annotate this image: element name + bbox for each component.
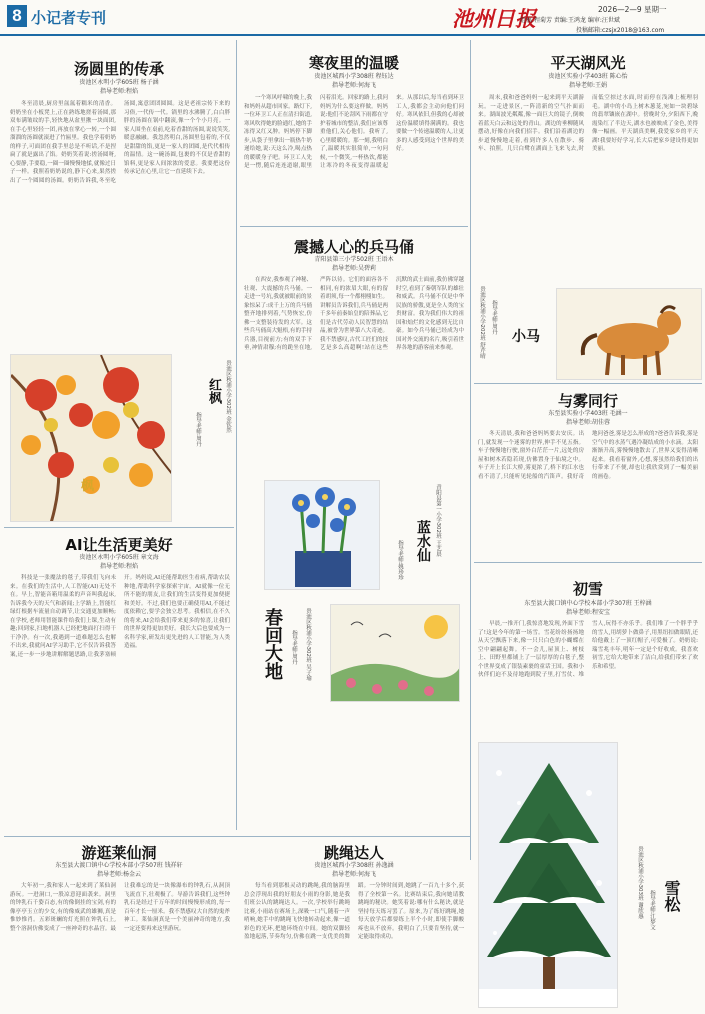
article-tangyuan — [4, 44, 234, 354]
article-cold-night — [240, 44, 468, 224]
article-title: 震撼人心的兵马俑 — [293, 238, 414, 256]
article-teacher: 指导老师:何海飞 — [331, 82, 377, 89]
painting-teacher: 指导老师:姚珍珍 — [397, 540, 403, 581]
painting-title: 蓝水仙 — [415, 520, 431, 562]
painting-title: 春回大地 — [262, 608, 283, 680]
section-divider — [4, 836, 470, 837]
painting-blue-narcissus — [264, 480, 380, 590]
article-teacher: 指导老师:吴碧莉 — [331, 265, 377, 272]
article-byline: 青阳县第三小学502班 王语木 — [314, 256, 394, 263]
issue-date: 2026—2—9 星期一 — [598, 5, 667, 14]
article-title: 寒夜里的温暖 — [308, 54, 399, 72]
article-byline: 东至县实验小学403班 毛涵一 — [548, 410, 628, 417]
painting-teacher: 指导老师:周丹 — [195, 412, 201, 447]
painting-author: 贵池区秋浦小学202班 舒芹晴 — [479, 286, 485, 359]
article-body: 一个寒风呼啸的晚上,我和妈妈从超市回家。路灯下,一位环卫工人正在清扫街道,寒风吹得她的脸通红,她的手冻得又红又肿。妈妈停下脚步,从袋子里拿出一瓶热牛奶递给她,说:天这么冷,喝点热的暖暖身子吧。环卫工人先是一愣,随后连连道谢,眼里闪着泪光。回家的路上,我问妈妈为什么要这样做。妈妈说:他们不论刮风下雨都在守护着城市的整洁,我们应该尊重他们,关心他们。我听了,心里暖暖的。那一刻,我明白了,温暖其实很简单,一句问候,一个微笑,一杯热饮,都能让寒冷的冬夜变得温暖起来。从那以后,每当看到环卫工人,我都会主动向他们问好。寒风依旧,但我的心却被这份温暖填得满满的。我也要做一个传递温暖的人,让更多的人感受到这个世界的美好。 — [244, 95, 464, 170]
article-body: 每当看到那根灵动的跳绳,我的脑海里总会浮现出我的好朋友小雨的身影,她是我们班公认的跳绳达人。一次,学校举行跳绳比赛,小雨站在赛场上,深吸一口气,随着一声哨响,她手中的跳绳飞快地转动起来,像一道彩色的光环,把她环绕在中间。她的双脚轻盈地起落,节奏均匀,仿佛在跳一支优美的舞蹈。一分钟时间到,她跳了一百九十多个,获得了全校第一名。比赛结束后,我向她请教跳绳的秘诀。她笑着说:哪有什么秘诀,就是坚持每天练习罢了。原来,为了练好跳绳,她每天放学后都要练上半个小时,即使手脚酸疼也从不放弃。我明白了,只要肯坚持,就一定能取得成功。 — [244, 883, 464, 941]
article-body: 早晨,一推开门,我惊喜地发现,外面下雪了!这是今年的第一场雪。雪花纷纷扬扬地从天空飘落下来,像一只只白色的小蝴蝶在空中翩翩起舞。不一会儿,屋顶上、树枝上、田野里都铺上了一层厚厚的白毯子,整个世界变成了银装素裹的童话王国。我和小伙伴们迫不及待地跑到院子里,打雪仗、堆雪人,玩得不亦乐乎。我们堆了一个胖乎乎的雪人,用胡萝卜做鼻子,用黑纽扣做眼睛,还给他戴上了一顶红帽子,可爱极了。奶奶说:瑞雪兆丰年,明年一定是个好收成。我喜欢初雪,它给大地带来了洁白,给我们带来了欢乐和希望。 — [478, 621, 698, 679]
painting-teacher: 指导老师:周丹 — [491, 300, 497, 335]
section-divider — [474, 383, 702, 384]
painting-author: 贵池区秋浦小学303班 谢欣惠 — [637, 846, 643, 919]
painting-red-maple — [10, 354, 172, 522]
article-title: 初雪 — [572, 580, 603, 598]
article-walking-with-fog — [474, 386, 702, 560]
article-jump-rope — [240, 840, 468, 1010]
painting-author: 贵池区秋浦小学302班 金钦然 — [225, 360, 231, 433]
section-divider — [4, 527, 234, 528]
painting-snow-pine — [478, 742, 618, 1008]
article-byline: 贵池区永明小学605班 章文海 — [79, 554, 159, 561]
article-title: 游逛莱仙洞 — [81, 844, 157, 862]
painting-spring-returns — [330, 604, 460, 702]
painting-teacher: 指导老师:周丹 — [291, 630, 297, 665]
article-byline: 贵池区城西小学308班 程钰达 — [314, 73, 394, 80]
page-header — [0, 0, 705, 36]
painting-title: 红枫 — [206, 378, 221, 404]
article-body: 在西安,我参观了神秘、壮观、大震撼的兵马俑。一走进一号坑,我就被眼前的景象惊呆了:成千上万的兵马俑整齐地排列着,气势恢宏,仿佛一支整装待发的大军。这些兵马俑高大魁梧,有的手持兵器,目视前方;有的双手下垂,神情肃穆;有的跪坐在地,严阵以待。它们的面容各不相同,有的浓眉大眼,有的留着胡须,每一个都栩栩如生。讲解员告诉我们,兵马俑是两千多年前秦始皇的陪葬品,它们是古代劳动人民智慧的结晶,被誉为世界第八大奇迹。我不禁感叹,古代工匠们的技艺是多么高超啊!站在这些沉默的武士面前,我仿佛穿越时空,看到了秦朝军队的雄壮和威武。兵马俑不仅是中华民族的骄傲,更是全人类的宝贵财富。我为我们伟大的祖国和灿烂的文化感到无比自豪。如今兵马俑已经成为中国对外交流的名片,吸引着世界各地的游客前来参观。 — [244, 277, 464, 352]
painting-label: 枫 — [81, 479, 95, 494]
article-body: 科技是一张魔法的毯子,带我们飞向未来。在我们的生活中,人工智能(AI)无处不在。早上,智能音箱用温柔的声音叫我起床,告诉我今天的天气和新闻;上学路上,智能红绿灯根据车流量自动调节,让交通更加顺畅;在学校,老师用智能课件给我们上课,生动有趣;回到家,扫地机器人已经把地面打扫得干干净净。有一次,我遇到一道难题怎么也解不出来,我就问AI学习助手,它不仅告诉我答案,还一步一步地讲解解题思路,让我茅塞顿开。妈妈说,AI还能帮助医生看病,帮助农民种地,帮助科学家探索宇宙。AI就像一位无所不能的朋友,让我们的生活变得更加便捷和美好。不过,我们也要正确使用AI,不能过度依赖它,要学会独立思考。我相信,在不久的将来,AI会给我们带来更多的惊喜,让我们的世界变得更加美好。我长大后也要成为一名科学家,研发出更先进的人工智能,为人类造福。 — [10, 575, 230, 658]
article-byline: 贵池区永明小学605班 杨子涵 — [79, 79, 159, 86]
article-title: 汤圆里的传承 — [73, 60, 164, 78]
article-first-snow — [474, 566, 702, 736]
article-byline: 贵池区实验小学403班 陈心怡 — [548, 73, 628, 80]
painting-title: 雪松 — [662, 880, 681, 912]
article-title: 与雾同行 — [557, 392, 618, 410]
article-terracotta — [240, 230, 468, 470]
editor-credits: 组稿:程菊芳 责编:王鸿龙 编审:汪世斌 — [520, 17, 620, 24]
article-pingtian-lake — [474, 44, 702, 284]
article-body: 周末,我和爸爸妈妈一起来到平天湖游玩。一走进景区,一阵清新的空气扑面而来。湖面波光粼粼,像一面巨大的镜子,倒映着蓝天白云和远处的青山。湖边的垂柳随风摆动,好像在向我们招手。我们沿着湖边的步道慢慢地走着,看到许多人在散步、骑车、拍照。几只白鹭在湖面上飞来飞去,时而低空掠过水面,时而停在浅滩上梳理羽毛。湖中的小岛上树木葱茏,宛如一块碧绿的翡翠镶嵌在湖中。傍晚时分,夕阳西下,晚霞染红了半边天,湖水也被映成了金色,美得像一幅画。平天湖真美啊,我爱家乡的平天湖!我要好好学习,长大后把家乡建设得更加美丽。 — [478, 95, 698, 153]
painting-author: 贵池区秋浦小学302班 吴子瑜 — [305, 608, 311, 681]
article-teacher: 指导老师:杨金云 — [96, 871, 142, 878]
article-body: 大年初一,我和家人一起来到了莱仙洞游玩。一进洞口,一股凉意迎面袭来。洞里的钟乳石千姿百态,有的像倒挂的宝剑,有的像亭亭玉立的少女,有的像威武的雄狮,真是惟妙惟肖。五彩斑斓的灯光照在钟乳石上,整个溶洞仿佛变成了一座神奇的水晶宫。最让我难忘的是一块像瀑布的钟乳石,从洞顶飞流直下,壮观极了。导游告诉我们,这些钟乳石是经过千万年的时间慢慢形成的,每一百年才长一厘米。我不禁感叹大自然的鬼斧神工。莱仙洞真是一个美丽神奇的地方,我一定还要再来这里游玩。 — [10, 883, 230, 932]
article-title: AI让生活更美好 — [65, 536, 173, 554]
article-byline: 东至县大渡口镇中心学校本部小学307班 王梓涵 — [524, 600, 652, 607]
page-number: 8 — [7, 5, 27, 27]
painting-author: 青阳县第一小学302班 王艺晨 — [435, 484, 441, 557]
painting-pony — [556, 288, 702, 380]
article-ai — [4, 530, 234, 834]
article-teacher: 指导老师:王娟 — [568, 82, 608, 89]
article-laixian-cave — [4, 840, 234, 1010]
article-body: 冬天清晨,我和爸爸妈妈要去安庆。出门,就发现一个迷雾的世界,伸手不见五指。车子慢慢地行驶,窗外白茫茫一片,远处的房屋和树木若隐若现,仿佛置身于仙境之中。车子开上长江大桥,雾更浓了,桥下的江水也看不清了,只能听见轮船的汽笛声。我好奇地问爸爸,雾是怎么形成的?爸爸告诉我,雾是空气中的水蒸气遇冷凝结成的小水滴。太阳渐渐升高,雾慢慢地散去了,世界又变得清晰起来。我看着窗外,心想,雾虽然给我们的出行带来了不便,却也让我欣赏到了一幅美丽的画卷。 — [478, 431, 698, 480]
column-divider — [236, 40, 237, 830]
article-teacher: 指导老师:程焰 — [99, 88, 139, 95]
article-teacher: 指导老师:程焰 — [99, 563, 139, 570]
article-byline: 东至县大渡口镇中心学校本部小学507班 钱祥轩 — [55, 862, 183, 869]
article-title: 跳绳达人 — [323, 844, 384, 862]
article-byline: 贵池区城西小学308班 孙逸涵 — [314, 862, 394, 869]
article-teacher: 指导老师:何海飞 — [331, 871, 377, 878]
article-teacher: 指导老师:程安宝 — [565, 609, 611, 616]
masthead-logo: 池州日报 — [452, 6, 536, 31]
article-title: 平天湖风光 — [550, 54, 626, 72]
painting-title: 小马 — [512, 329, 540, 345]
column-divider — [470, 40, 471, 860]
article-body: 冬至清晨,厨房里氤氲着糯米的清香。奶奶坐在小板凳上,正在熟练地搓着汤圆,那双布满皱纹的手,轻快地从盆里揪一块面团,在手心里轻轻一团,再放在掌心一转,一个圆溜溜的汤圆就滚进了竹匾里。我也学着奶奶的样子,可面团在我手里总是不听话,不是捏扁了就是露出了馅。奶奶笑着说:搓汤圆呀,心要静,手要稳,一圈一圈慢慢地揉,就像过日子一样。我照着奶奶说的,静下心来,果然搓出了一个圆圆的汤圆。奶奶告诉我,冬至吃汤圆,寓意团团圆圆。这是老祖宗传下来的习俗,一代传一代。锅里的水沸腾了,白白胖胖的汤圆在锅中翻滚,像一个个小月亮。一家人围坐在桌前,吃着香甜的汤圆,说说笑笑,暖意融融。我忽然明白,汤圆里包着的,不仅是甜甜的馅,更是一家人的团圆,是代代相传的温情。这一碗汤圆,包裹的不仅是香甜的馅料,更是家人间浓浓的爱意。我要把这份传承记在心里,让它一直延续下去。 — [10, 101, 230, 184]
column-name: 小记者专刊 — [31, 9, 107, 27]
article-teacher: 指导老师:胡佳蓉 — [565, 419, 611, 426]
section-divider — [474, 562, 702, 563]
painting-teacher: 指导老师:江梦文 — [649, 890, 655, 931]
submission-email: 投稿邮箱:czsjx2018@163.com — [576, 27, 665, 34]
section-divider — [240, 226, 468, 227]
